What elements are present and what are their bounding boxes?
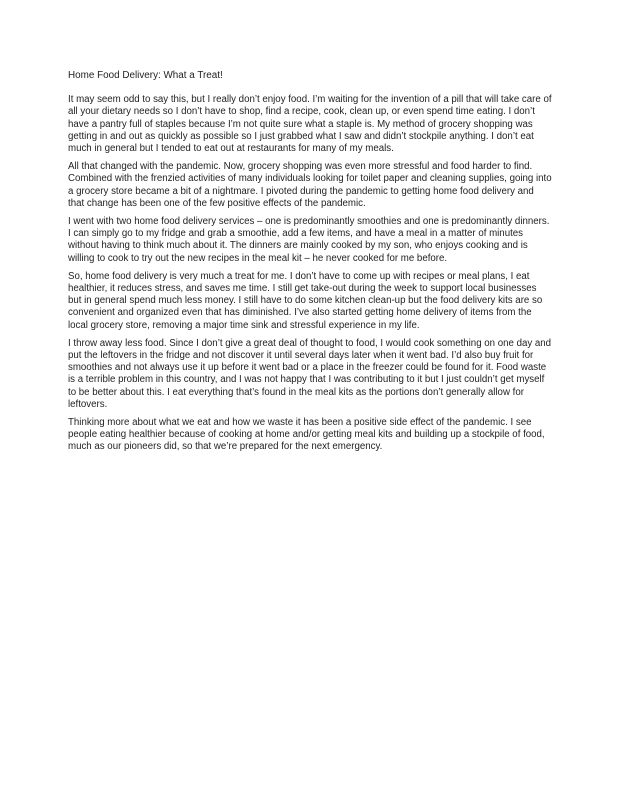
- paragraph-intro: It may seem odd to say this, but I really don’t enjoy food. I’m waiting for the invention of a pill that will take care of all your dietary needs so I don’t have to shop, find a recipe, cook, clean up, or even spend time eating. I don’t have a pantry full of staples because I’m not quite sure what a staple is. My method of grocery shopping was getting in and out as quickly as possible so I just grabbed what I saw and didn’t stockpile anything. I don’t eat much in general but I tended to eat out at restaurants for many of my meals.: [68, 94, 552, 155]
- paragraph-treat-benefits: So, home food delivery is very much a treat for me. I don’t have to come up with recipes or meal plans, I eat healthier, it reduces stress, and saves me time. I still get take-out during the week to support local businesses but in general spend much less money. I still have to do some kitchen clean-up but the food delivery kits are so convenient and organized even that has diminished. I’ve also started getting home delivery of items from the local grocery store, removing a major time sink and stressful experience in my life.: [68, 270, 543, 331]
- paragraph-pandemic-change: All that changed with the pandemic. Now, grocery shopping was even more stressful and food harder to find. Combined with the frenzied activities of many individuals looking for toilet paper and cleaning supplies, going into a grocery store became a bit of a nightmare. I pivoted during the pandemic to getting home food delivery and that change has been one of the few positive effects of the pandemic.: [68, 161, 552, 209]
- document-title: Home Food Delivery: What a Treat!: [68, 70, 223, 81]
- paragraph-conclusion: Thinking more about what we eat and how we waste it has been a positive side effect of the pandemic. I see people eating healthier because of cooking at home and/or getting meal kits and building up a stockpile of food, much as our pioneers did, so that we’re prepared for the next emergency.: [68, 417, 545, 453]
- paragraph-two-services: I went with two home food delivery services – one is predominantly smoothies and one is predominantly dinners. I can simply go to my fridge and grab a smoothie, add a few items, and have a meal in a matter of minutes without having to think much about it. The dinners are mainly cooked by my son, who enjoys cooking and is willing to cook to try out the new recipes in the meal kit – he never cooked for me before.: [68, 216, 550, 264]
- paragraph-less-food-waste: I throw away less food. Since I don’t give a great deal of thought to food, I would cook something on one day and put the leftovers in the fridge and not discover it until several days later when it went bad. I’d also buy fruit for smoothies and not always use it up before it went bad or a place in the freezer could be found for it. Food waste is a terrible problem in this country, and I was not happy that I was contributing to it but I just couldn’t get myself to be better about this. I eat everything that’s found in the meal kits as the portions don’t generally allow for leftovers.: [68, 337, 552, 410]
